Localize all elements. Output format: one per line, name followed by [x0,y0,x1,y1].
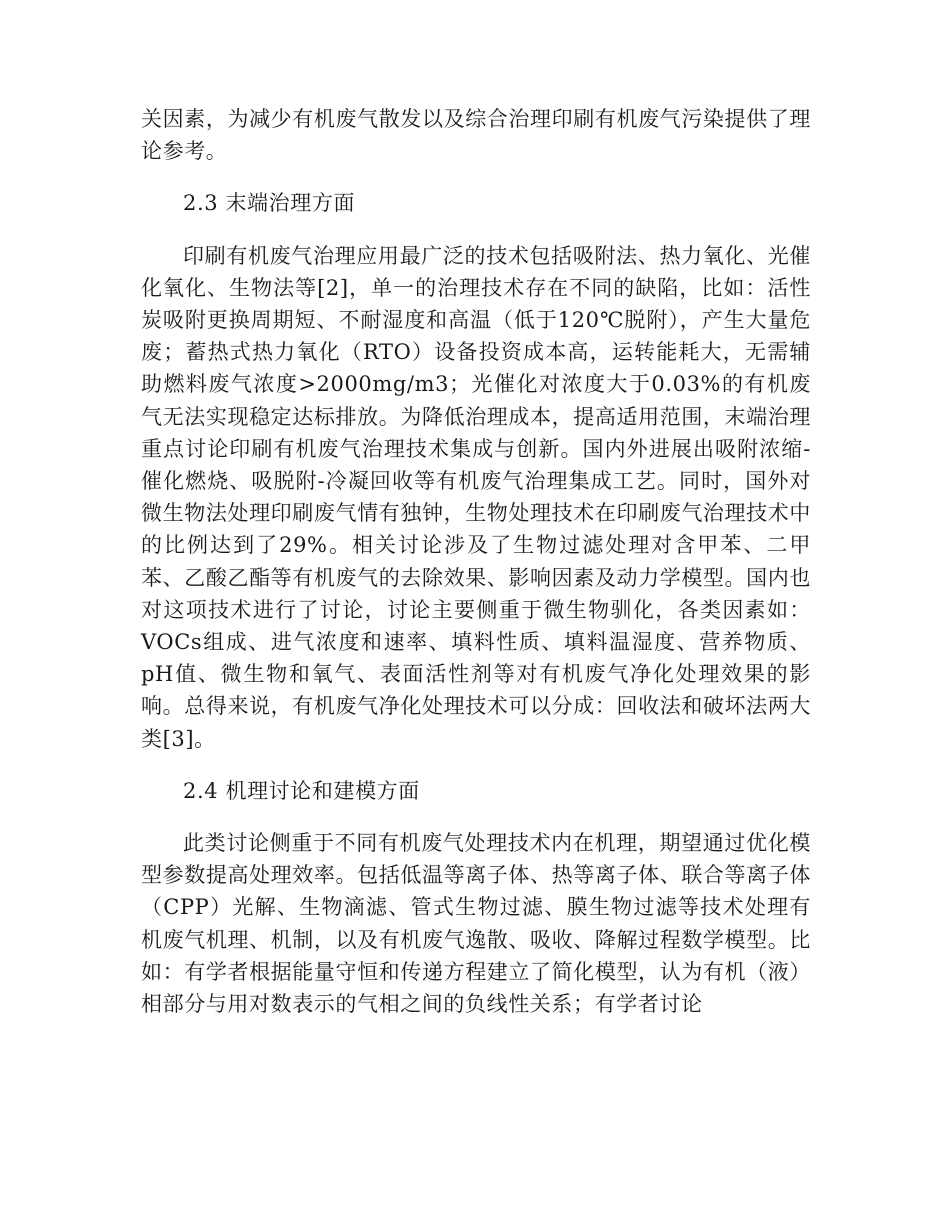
document-body [141,103,811,1020]
section-heading-2-4: 2.4 机理讨论和建模方面 [183,778,420,803]
paragraph-mechanism-modeling: 此类讨论侧重于不同有机废气处理技术内在机理，期望通过优化模型参数提高处理效率。包括低温等离子体、热等离子体、联合等离子体（CPP）光解、生物滴滤、管式生物过滤、膜生物过滤等技术处理有机废气机理、机制，以及有机废气逸散、吸收、降解过程数学模型。比如：有学者根据能量守恒和传递方程建立了简化模型，认为有机（液）相部分与用对数表示的气相之间的负线性关系；有学者讨论 [141,831,811,1017]
section-heading-2-3: 2.3 末端治理方面 [183,191,356,216]
paragraph-continuation: 关因素，为减少有机废气散发以及综合治理印刷有机废气污染提供了理论参考。 [141,107,811,164]
paragraph-end-treatment: 印刷有机废气治理应用最广泛的技术包括吸附法、热力氧化、光催化氧化、生物法等[2]，单一的治理技术存在不同的缺陷，比如：活性炭吸附更换周期短、不耐湿度和高温（低于120℃脱附），产生大量危废；蓄热式热力氧化（RTO）设备投资成本高，运转能耗大，无需辅助燃料废气浓度>2000mg/m3；光催化对浓度大于0.03%的有机废气无法实现稳定达标排放。为降低治理成本，提高适用范围，末端治理重点讨论印刷有机废气治理技术集成与创新。国内外进展出吸附浓缩-催化燃烧、吸脱附-冷凝回收等有机废气治理集成工艺。同时，国外对微生物法处理印刷废气情有独钟，生物处理技术在印刷废气治理技术中的比例达到了29%。相关讨论涉及了生物过滤处理对含甲苯、二甲苯、乙酸乙酯等有机废气的去除效果、影响因素及动力学模型。国内也对这项技术进行了讨论，讨论主要侧重于微生物驯化，各类因素如：VOCs组成、进气浓度和速率、填料性质、填料温湿度、营养物质、pH值、微生物和氧气、表面活性剂等对有机废气净化处理效果的影响。总得来说，有机废气净化处理技术可以分成：回收法和破坏法两大类[3]。 [141,243,811,751]
